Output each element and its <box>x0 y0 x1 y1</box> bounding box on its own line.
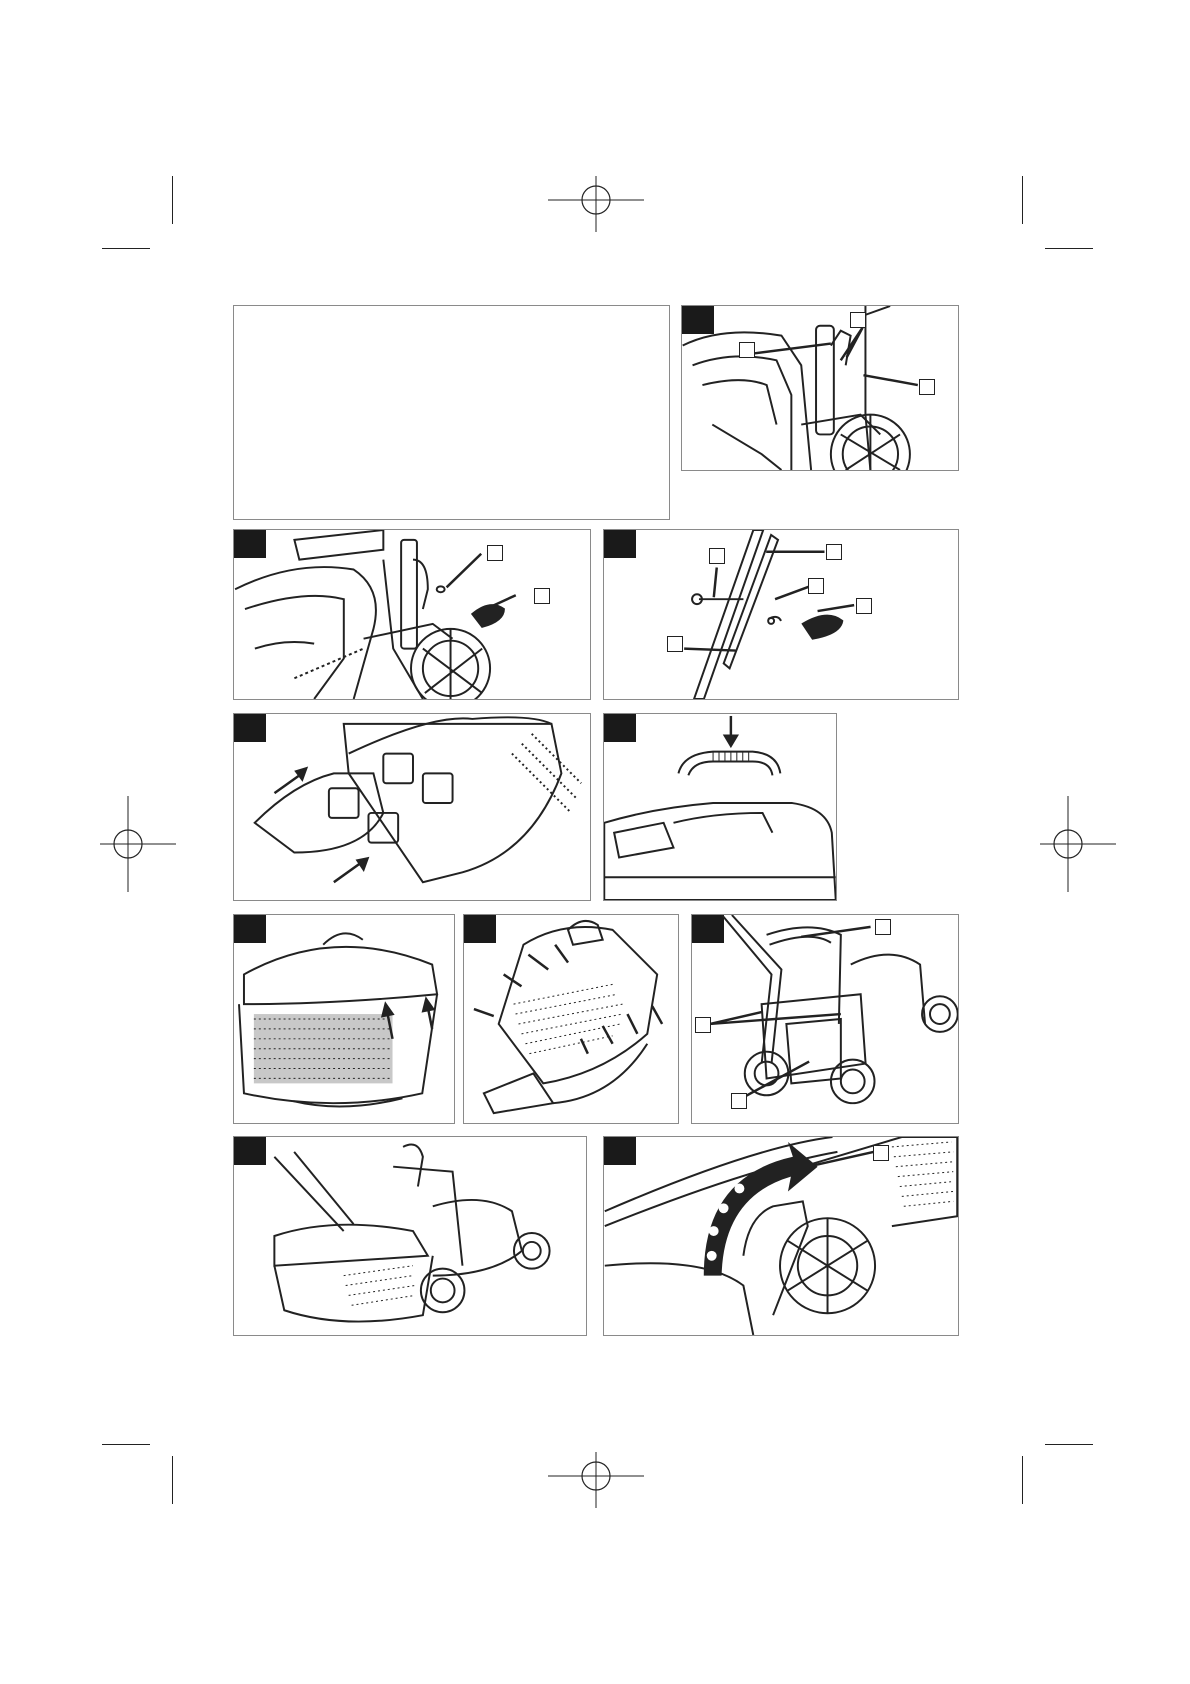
callout-box <box>534 588 550 604</box>
callout-box <box>850 312 866 328</box>
handle-mount-icon <box>682 306 958 470</box>
mower-rear-view-icon <box>692 915 958 1123</box>
registration-mark-left <box>100 796 176 892</box>
callout-box <box>856 598 872 614</box>
registration-mark-top <box>548 176 644 232</box>
figure-grass-box-clips <box>233 914 455 1124</box>
callout-box <box>919 379 935 395</box>
figure-handle-parts <box>603 529 959 700</box>
attach-grass-box-icon <box>234 1137 586 1335</box>
figure-handle-mount <box>681 305 959 471</box>
figure-attach-grass-box <box>233 1136 587 1336</box>
figure-handle-bolt-knob <box>233 529 591 700</box>
grass-box-assembly-icon <box>234 714 590 900</box>
callout-box <box>875 919 891 935</box>
callout-box <box>808 578 824 594</box>
grass-box-clips-icon <box>234 915 454 1123</box>
registration-mark-right <box>1040 796 1116 892</box>
figure-carry-handle <box>603 713 837 901</box>
figure-grass-box-clips-rear <box>463 914 679 1124</box>
callout-box <box>731 1093 747 1109</box>
registration-mark-bottom <box>548 1452 644 1508</box>
callout-box <box>739 342 755 358</box>
callout-box <box>826 544 842 560</box>
grass-box-clips-rear-icon <box>464 915 678 1123</box>
carry-handle-insert-icon <box>604 714 836 900</box>
figure-height-adjust-lever <box>603 1136 959 1336</box>
figure-grass-box-assembly <box>233 713 591 901</box>
height-adjust-lever-icon <box>604 1137 958 1335</box>
callout-box <box>709 548 725 564</box>
callout-box <box>873 1145 889 1161</box>
blank-text-panel <box>233 305 670 520</box>
callout-box <box>487 545 503 561</box>
handle-bolt-knob-icon <box>234 530 590 699</box>
callout-box <box>695 1017 711 1033</box>
handle-parts-exploded-icon <box>604 530 958 699</box>
figure-mower-rear <box>691 914 959 1124</box>
callout-box <box>667 636 683 652</box>
